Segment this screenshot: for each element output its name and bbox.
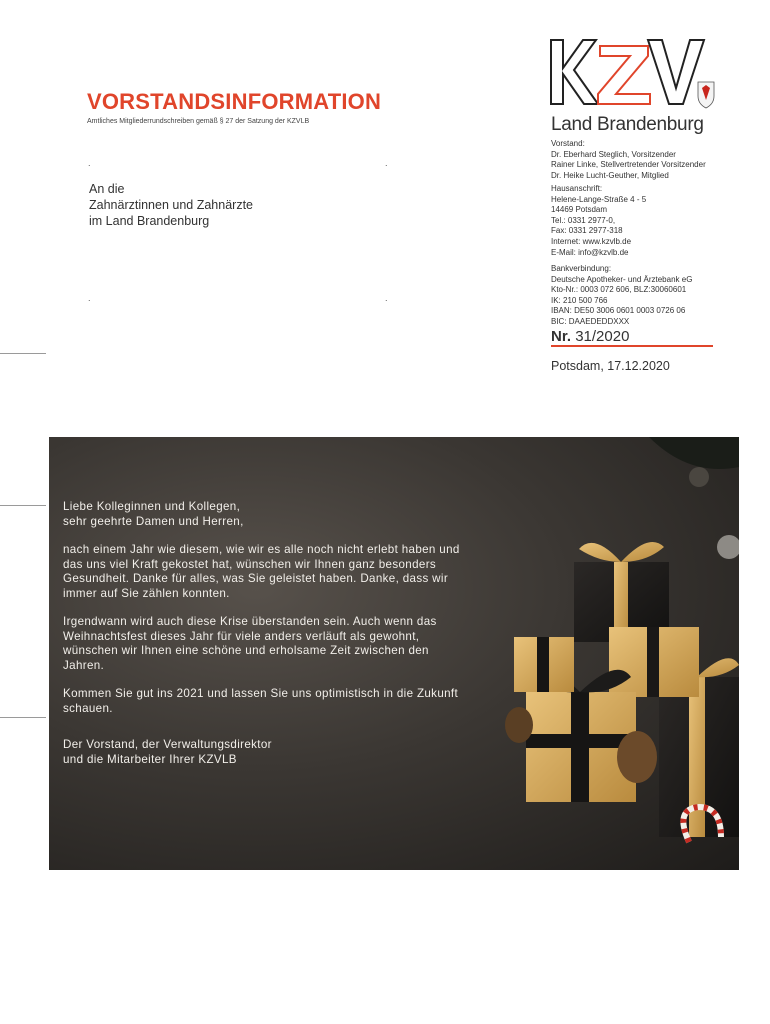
- address-line: 14469 Potsdam: [551, 205, 608, 215]
- bank-line: IK: 210 500 766: [551, 295, 608, 305]
- recipient-line: An die: [89, 182, 125, 196]
- fold-mark-bottom: [0, 717, 46, 718]
- email-link[interactable]: E-Mail: info@kzvlb.de: [551, 247, 629, 257]
- bank-line: BIC: DAAEDEDDXXX: [551, 316, 630, 326]
- phone-line: Tel.: 0331 2977-0,: [551, 215, 616, 225]
- website-link[interactable]: Internet: www.kzvlb.de: [551, 236, 632, 246]
- contact-info: [551, 184, 646, 258]
- page-subtitle: Amtliches Mitgliederrundschreiben gemäß § 27 der Satzung der KZVLB: [87, 118, 310, 125]
- fax-line: Fax: 0331 2977-318: [551, 226, 623, 236]
- board-info: [551, 139, 706, 181]
- address-line: Helene-Lange-Straße 4 - 5: [551, 194, 647, 204]
- message-paragraph: nach einem Jahr wie diesem, wie wir es alle noch nicht erlebt haben und das uns viel Kraft gekostet hat, wünschen wir Ihnen ganz besonders Gesundheit. Danke für alles, was Sie geleistet haben. Danke, dass wir immer auf Sie zählen konnten.: [63, 543, 460, 600]
- christmas-card: [49, 437, 739, 870]
- board-member: Dr. Heike Lucht-Geuther, Mitglied: [551, 170, 669, 180]
- window-corner-dot: .: [385, 158, 388, 168]
- number-label: Nr.: [551, 328, 572, 345]
- recipient-line: Zahnärztinnen und Zahnärzte: [89, 198, 253, 212]
- window-corner-dot: .: [88, 293, 91, 303]
- board-heading: Vorstand:: [551, 139, 585, 148]
- window-corner-dot: .: [385, 293, 388, 303]
- bank-heading: Bankverbindung:: [551, 264, 612, 273]
- bank-info: [551, 264, 692, 328]
- board-member: Dr. Eberhard Steglich, Vorsitzender: [551, 149, 676, 159]
- document-date: Potsdam, 17.12.2020: [551, 359, 670, 373]
- message-paragraph: Kommen Sie gut ins 2021 und lassen Sie uns optimistisch in die Zukunft schauen.: [63, 687, 459, 715]
- message-paragraph: Irgendwann wird auch diese Krise überstanden sein. Auch wenn das Weihnachtsfest dieses Jahr für viele anders verläuft als gewohnt, wünschen wir Ihnen eine schöne und erholsame Zeit zwischen den Jahren.: [63, 615, 437, 672]
- recipient-line: im Land Brandenburg: [89, 214, 210, 228]
- circular-number: [551, 328, 629, 345]
- fold-mark-middle: [0, 505, 46, 506]
- card-message: [63, 500, 473, 781]
- page-title: VORSTANDSINFORMATION: [87, 89, 382, 114]
- bank-line: Deutsche Apotheker- und Ärztebank eG: [551, 274, 693, 284]
- greeting-line: sehr geehrte Damen und Herren,: [63, 514, 244, 528]
- board-member: Rainer Linke, Stellvertretender Vorsitzender: [551, 160, 706, 170]
- bank-line: Kto-Nr.: 0003 072 606, BLZ:30060601: [551, 285, 687, 295]
- bank-line: IBAN: DE50 3006 0601 0003 0726 06: [551, 306, 686, 316]
- coat-of-arms-icon: [698, 82, 714, 108]
- number-value: 31/2020: [575, 328, 630, 345]
- logo-region-text: Land Brandenburg: [551, 114, 704, 135]
- window-corner-dot: .: [88, 158, 91, 168]
- fold-mark-top: [0, 353, 46, 354]
- recipient-address: [89, 181, 253, 229]
- address-heading: Hausanschrift:: [551, 184, 603, 193]
- greeting-line: Liebe Kolleginnen und Kollegen,: [63, 500, 241, 513]
- signature-line: Der Vorstand, der Verwaltungsdirektor: [63, 738, 272, 751]
- signature-line: und die Mitarbeiter Ihrer KZVLB: [63, 752, 237, 766]
- number-underline: [551, 345, 713, 347]
